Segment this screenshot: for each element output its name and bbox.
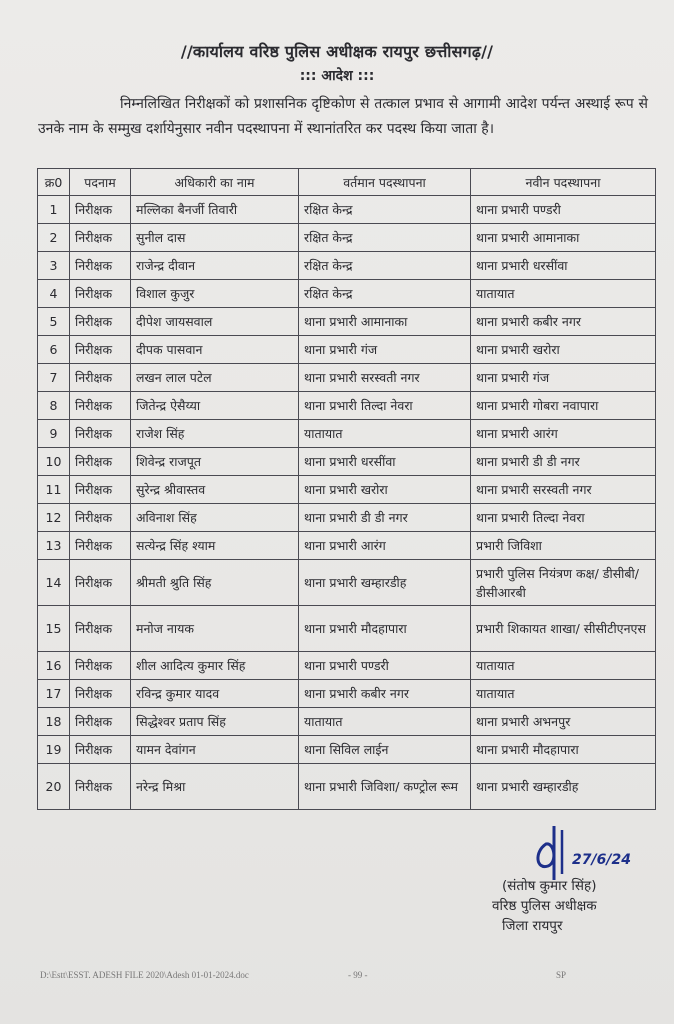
cell-serial: 2 — [38, 224, 70, 252]
table-row — [38, 504, 656, 532]
header-serial: क्र0 — [38, 169, 70, 196]
cell-rank: निरीक्षक — [70, 224, 131, 252]
cell-officer-name: राजेश सिंह — [131, 420, 299, 448]
header-current-posting: वर्तमान पदस्थापना — [299, 169, 471, 196]
cell-officer-name: राजेन्द्र दीवान — [131, 252, 299, 280]
cell-new-posting: थाना प्रभारी आमानाका — [471, 224, 656, 252]
table-body — [38, 196, 656, 810]
cell-rank: निरीक्षक — [70, 336, 131, 364]
cell-new-posting: थाना प्रभारी अभनपुर — [471, 708, 656, 736]
cell-rank: निरीक्षक — [70, 392, 131, 420]
cell-rank: निरीक्षक — [70, 448, 131, 476]
cell-serial: 14 — [38, 560, 70, 606]
cell-new-posting: थाना प्रभारी तिल्दा नेवरा — [471, 504, 656, 532]
cell-serial: 8 — [38, 392, 70, 420]
cell-rank: निरीक्षक — [70, 680, 131, 708]
cell-new-posting: थाना प्रभारी खम्हारडीह — [471, 764, 656, 810]
cell-current-posting: थाना प्रभारी खम्हारडीह — [299, 560, 471, 606]
table-row — [38, 606, 656, 652]
table-row — [38, 308, 656, 336]
cell-serial: 3 — [38, 252, 70, 280]
cell-rank: निरीक्षक — [70, 308, 131, 336]
cell-rank: निरीक्षक — [70, 764, 131, 810]
cell-officer-name: दीपेश जायसवाल — [131, 308, 299, 336]
cell-rank: निरीक्षक — [70, 196, 131, 224]
table-row — [38, 680, 656, 708]
cell-new-posting: थाना प्रभारी आरंग — [471, 420, 656, 448]
cell-rank: निरीक्षक — [70, 606, 131, 652]
signer-district: जिला रायपुर — [502, 918, 563, 934]
signer-name: (संतोष कुमार सिंह) — [502, 878, 597, 894]
cell-officer-name: यामन देवांगन — [131, 736, 299, 764]
signer-block — [480, 876, 660, 936]
cell-serial: 17 — [38, 680, 70, 708]
cell-serial: 9 — [38, 420, 70, 448]
cell-officer-name: मनोज नायक — [131, 606, 299, 652]
table-row — [38, 708, 656, 736]
cell-serial: 10 — [38, 448, 70, 476]
cell-rank: निरीक्षक — [70, 364, 131, 392]
cell-current-posting: रक्षित केन्द्र — [299, 252, 471, 280]
table-row — [38, 764, 656, 810]
cell-new-posting: थाना प्रभारी पण्डरी — [471, 196, 656, 224]
cell-rank: निरीक्षक — [70, 476, 131, 504]
cell-current-posting: थाना प्रभारी गंज — [299, 336, 471, 364]
cell-current-posting: यातायात — [299, 708, 471, 736]
cell-officer-name: श्रीमती श्रुति सिंह — [131, 560, 299, 606]
cell-current-posting: थाना प्रभारी पण्डरी — [299, 652, 471, 680]
cell-officer-name: नरेन्द्र मिश्रा — [131, 764, 299, 810]
cell-current-posting: थाना प्रभारी खरोरा — [299, 476, 471, 504]
cell-new-posting: यातायात — [471, 680, 656, 708]
cell-rank: निरीक्षक — [70, 708, 131, 736]
cell-new-posting: थाना प्रभारी डी डी नगर — [471, 448, 656, 476]
cell-current-posting: रक्षित केन्द्र — [299, 280, 471, 308]
cell-serial: 16 — [38, 652, 70, 680]
cell-new-posting: यातायात — [471, 652, 656, 680]
footer-page-number: - 99 - — [348, 970, 368, 980]
cell-current-posting: थाना प्रभारी आमानाका — [299, 308, 471, 336]
cell-serial: 7 — [38, 364, 70, 392]
cell-officer-name: सत्येन्द्र सिंह श्याम — [131, 532, 299, 560]
signature-date: 27/6/24 — [572, 852, 631, 868]
table-row — [38, 364, 656, 392]
cell-officer-name: सिद्धेश्वर प्रताप सिंह — [131, 708, 299, 736]
cell-serial: 20 — [38, 764, 70, 810]
table-row — [38, 736, 656, 764]
cell-current-posting: थाना प्रभारी मौदहापारा — [299, 606, 471, 652]
table-row — [38, 476, 656, 504]
cell-new-posting: यातायात — [471, 280, 656, 308]
order-heading: ::: आदेश ::: — [299, 68, 375, 84]
cell-current-posting: थाना प्रभारी आरंग — [299, 532, 471, 560]
cell-rank: निरीक्षक — [70, 736, 131, 764]
cell-current-posting: रक्षित केन्द्र — [299, 224, 471, 252]
cell-serial: 12 — [38, 504, 70, 532]
cell-officer-name: दीपक पासवान — [131, 336, 299, 364]
table-row — [38, 652, 656, 680]
cell-rank: निरीक्षक — [70, 420, 131, 448]
table-row — [38, 392, 656, 420]
cell-rank: निरीक्षक — [70, 504, 131, 532]
table-row — [38, 560, 656, 606]
table-row — [38, 196, 656, 224]
cell-rank: निरीक्षक — [70, 252, 131, 280]
cell-officer-name: सुनील दास — [131, 224, 299, 252]
cell-serial: 13 — [38, 532, 70, 560]
cell-new-posting: प्रभारी पुलिस नियंत्रण कक्ष/ डीसीबी/डीसीआरबी — [471, 560, 656, 606]
table-row — [38, 532, 656, 560]
header-new-posting: नवीन पदस्थापना — [471, 169, 656, 196]
cell-new-posting: थाना प्रभारी मौदहापारा — [471, 736, 656, 764]
table-row — [38, 252, 656, 280]
cell-current-posting: यातायात — [299, 420, 471, 448]
cell-serial: 11 — [38, 476, 70, 504]
cell-current-posting: थाना प्रभारी डी डी नगर — [299, 504, 471, 532]
table-row — [38, 280, 656, 308]
cell-rank: निरीक्षक — [70, 532, 131, 560]
table-row — [38, 336, 656, 364]
table-row — [38, 420, 656, 448]
table-header-row — [38, 169, 656, 196]
cell-officer-name: विशाल कुजुर — [131, 280, 299, 308]
cell-new-posting: थाना प्रभारी कबीर नगर — [471, 308, 656, 336]
cell-new-posting: प्रभारी शिकायत शाखा/ सीसीटीएनएस — [471, 606, 656, 652]
cell-serial: 18 — [38, 708, 70, 736]
cell-current-posting: थाना प्रभारी कबीर नगर — [299, 680, 471, 708]
cell-officer-name: शील आदित्य कुमार सिंह — [131, 652, 299, 680]
cell-serial: 19 — [38, 736, 70, 764]
cell-serial: 4 — [38, 280, 70, 308]
cell-officer-name: शिवेन्द्र राजपूत — [131, 448, 299, 476]
cell-officer-name: लखन लाल पटेल — [131, 364, 299, 392]
cell-officer-name: सुरेन्द्र श्रीवास्तव — [131, 476, 299, 504]
cell-new-posting: थाना प्रभारी गोबरा नवापारा — [471, 392, 656, 420]
table-row — [38, 448, 656, 476]
cell-new-posting: थाना प्रभारी सरस्वती नगर — [471, 476, 656, 504]
cell-new-posting: थाना प्रभारी खरोरा — [471, 336, 656, 364]
office-title: //कार्यालय वरिष्ठ पुलिस अधीक्षक रायपुर छत्तीसगढ़// — [180, 42, 494, 61]
cell-new-posting: प्रभारी जिविशा — [471, 532, 656, 560]
cell-serial: 5 — [38, 308, 70, 336]
cell-serial: 6 — [38, 336, 70, 364]
cell-officer-name: अविनाश सिंह — [131, 504, 299, 532]
transfer-table — [37, 168, 656, 810]
cell-rank: निरीक्षक — [70, 280, 131, 308]
cell-officer-name: मल्लिका बैनर्जी तिवारी — [131, 196, 299, 224]
cell-officer-name: जितेन्द्र ऐसैय्या — [131, 392, 299, 420]
cell-new-posting: थाना प्रभारी गंज — [471, 364, 656, 392]
header-officer-name: अधिकारी का नाम — [131, 169, 299, 196]
cell-rank: निरीक्षक — [70, 560, 131, 606]
footer-file-path: D:\Estt\ESST. ADESH FILE 2020\Adesh 01-01-2024.doc — [40, 970, 249, 980]
signer-designation: वरिष्ठ पुलिस अधीक्षक — [492, 898, 597, 914]
cell-current-posting: थाना प्रभारी जिविशा/ कण्ट्रोल रूम — [299, 764, 471, 810]
cell-current-posting: थाना प्रभारी तिल्दा नेवरा — [299, 392, 471, 420]
cell-officer-name: रविन्द्र कुमार यादव — [131, 680, 299, 708]
cell-serial: 1 — [38, 196, 70, 224]
header-rank: पदनाम — [70, 169, 131, 196]
cell-current-posting: थाना सिविल लाईन — [299, 736, 471, 764]
cell-serial: 15 — [38, 606, 70, 652]
cell-new-posting: थाना प्रभारी धरसींवा — [471, 252, 656, 280]
footer-sp: SP — [556, 970, 567, 980]
cell-current-posting: थाना प्रभारी धरसींवा — [299, 448, 471, 476]
table-row — [38, 224, 656, 252]
cell-rank: निरीक्षक — [70, 652, 131, 680]
order-intro-paragraph: निम्नलिखित निरीक्षकों को प्रशासनिक दृष्टिकोण से तत्काल प्रभाव से आगामी आदेश पर्यन्त अस्थाई रूप से उनके नाम के सम्मुख दर्शायेनुसार नवीन पदस्थापना में स्थानांतरित कर पदस्थ किया जाता है। — [38, 96, 648, 137]
cell-current-posting: रक्षित केन्द्र — [299, 196, 471, 224]
cell-current-posting: थाना प्रभारी सरस्वती नगर — [299, 364, 471, 392]
